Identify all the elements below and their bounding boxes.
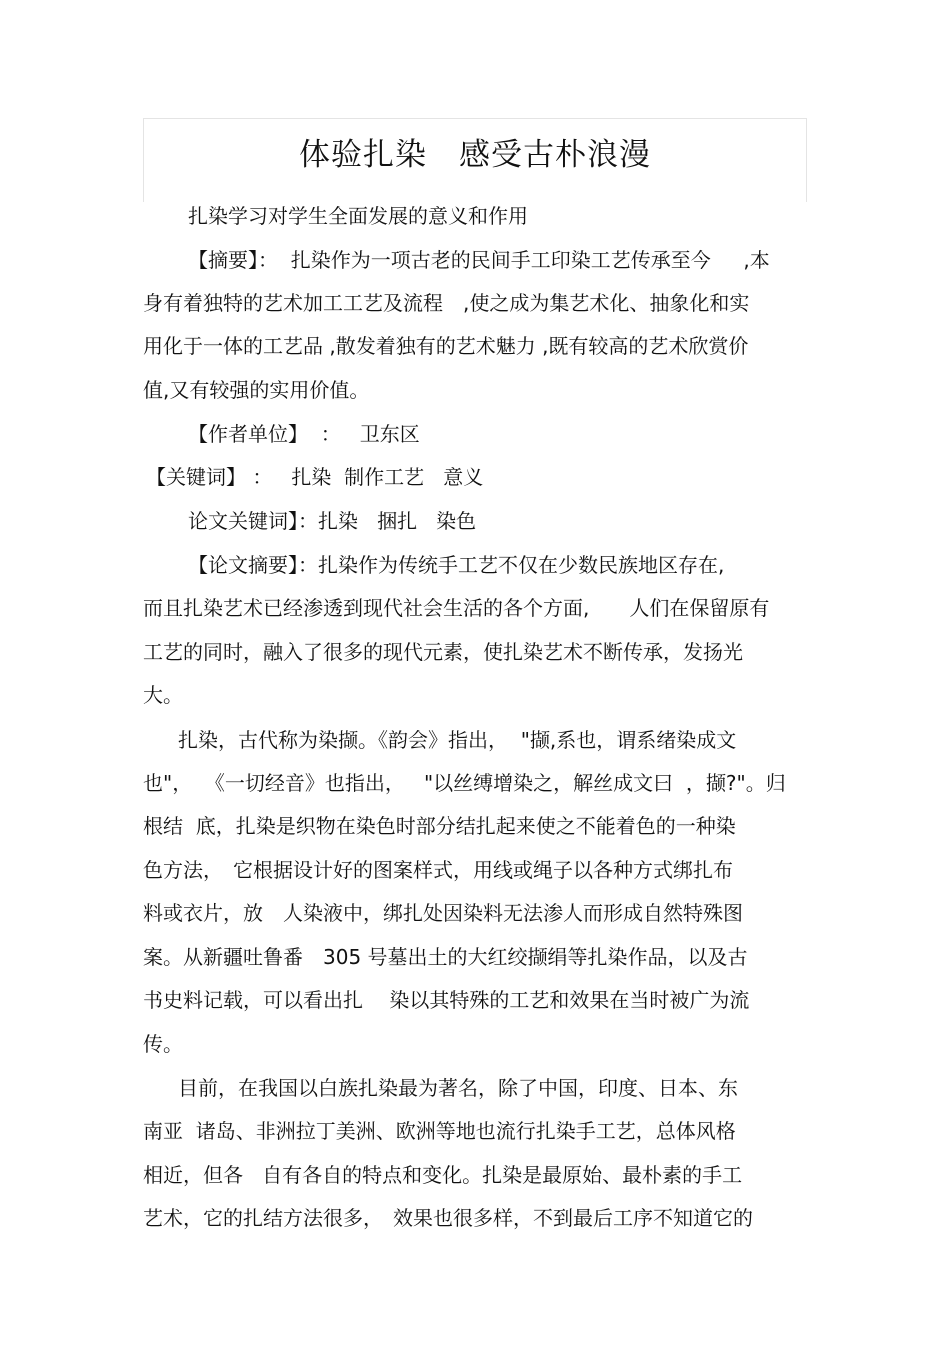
body-line: 传。	[143, 1032, 183, 1056]
abstract-line: 用化于一体的工艺品 ,散发着独有的艺术魅力 ,既有较高的艺术欣赏价	[143, 334, 749, 358]
paper-keywords-line: 论文关键词】：扎染 捆扎 染色	[188, 509, 477, 533]
body-line: 书史料记载，可以看出扎 染以其特殊的工艺和效果在当时被广为流	[143, 988, 750, 1012]
body-line: 案。从新疆吐鲁番 305 号墓出土的大红绞撷绢等扎染作品，以及古	[143, 945, 748, 969]
body-line: 南亚 诸岛、非洲拉丁美洲、欧洲等地也流行扎染手工艺，总体风格	[143, 1119, 736, 1143]
document-title: 体验扎染 感受古朴浪漫	[299, 137, 651, 173]
subtitle-line: 扎染学习对学生全面发展的意义和作用	[188, 204, 528, 228]
keywords-line: 【关键词】 ： 扎染 制作工艺 意义	[146, 465, 484, 489]
title-box	[143, 118, 807, 202]
paper-abstract-line: 工艺的同时，融入了很多的现代元素，使扎染艺术不断传承，发扬光	[143, 640, 743, 664]
body-line: 艺术，它的扎结方法很多， 效果也很多样，不到最后工序不知道它的	[143, 1206, 753, 1230]
author-unit-line: 【作者单位】 ： 卫东区	[188, 422, 420, 446]
paper-abstract-line: 【论文摘要】：扎染作为传统手工艺不仅在少数民族地区存在,	[188, 553, 725, 577]
abstract-line: 值,又有较强的实用价值。	[143, 378, 370, 402]
abstract-line: 【摘要】： 扎染作为一项古老的民间手工印染工艺传承至今 ,本	[188, 248, 770, 272]
body-line: 目前，在我国以白族扎染最为著名，除了中国，印度、日本、东	[178, 1076, 738, 1100]
abstract-line: 身有着独特的艺术加工工艺及流程 ,使之成为集艺术化、抽象化和实	[143, 291, 750, 315]
body-line: 色方法， 它根据设计好的图案样式，用线或绳子以各种方式绑扎布	[143, 858, 733, 882]
body-line: 料或衣片，放 人染液中，绑扎处因染料无法渗人而形成自然特殊图	[143, 901, 743, 925]
body-line: 根结 底，扎染是织物在染色时部分结扎起来使之不能着色的一种染	[143, 814, 736, 838]
body-line: 也"， 《一切经音》也指出， "以丝缚增染之，解丝成文曰 ，撷?"。归	[143, 771, 786, 795]
paper-abstract-line: 大。	[143, 683, 183, 707]
body-line: 相近，但各 自有各自的特点和变化。扎染是最原始、最朴素的手工	[143, 1163, 743, 1187]
body-line: 扎染，古代称为染撷。《韵会》指出， "撷,系也，谓系绪染成文	[178, 728, 737, 752]
paper-abstract-line: 而且扎染艺术已经渗透到现代社会生活的各个方面, 人们在保留原有	[143, 596, 770, 620]
